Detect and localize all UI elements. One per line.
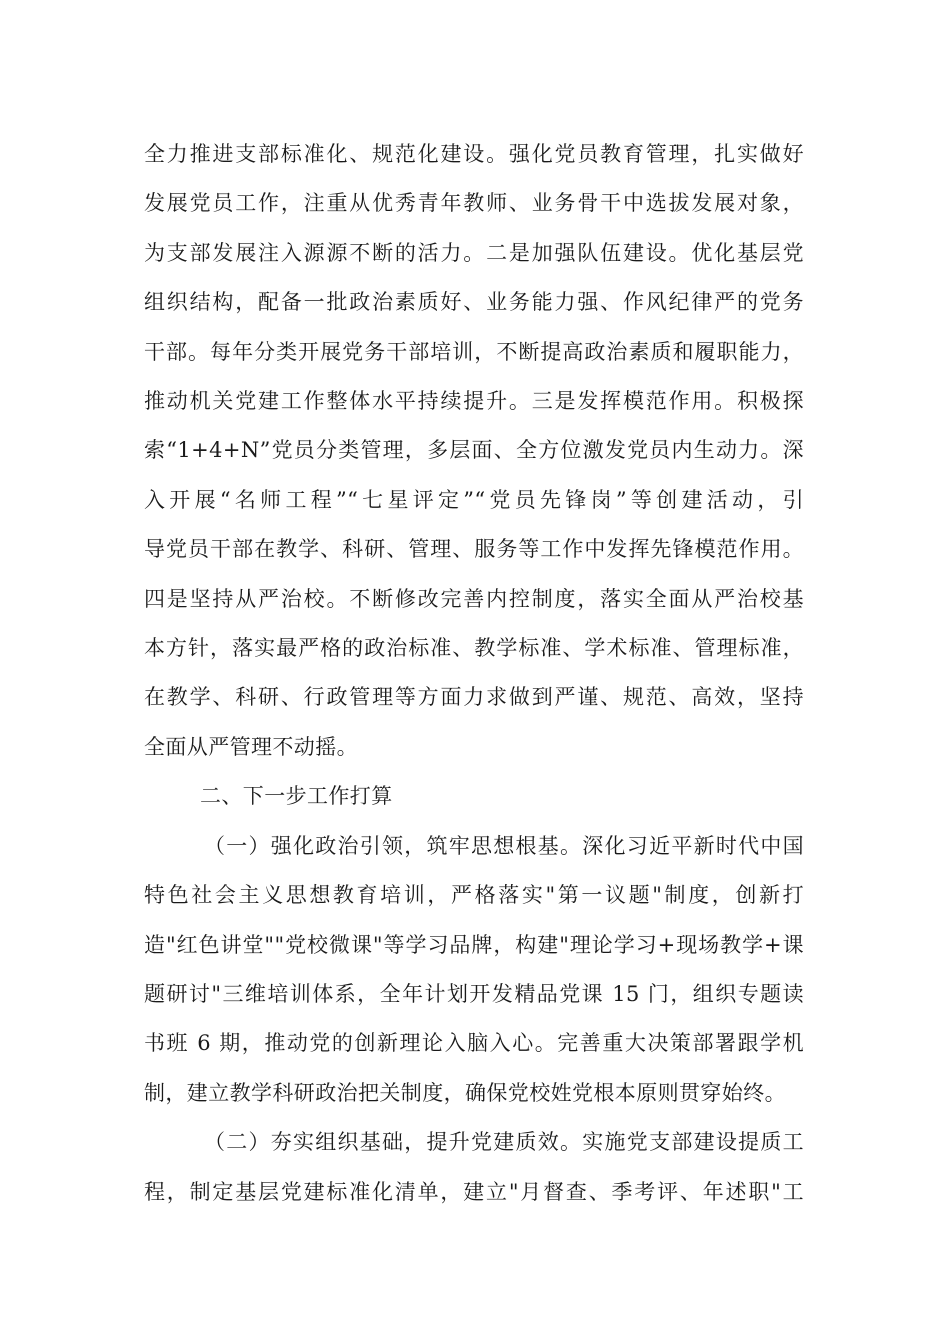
text-line: 干部。每年分类开展党务干部培训，不断提高政治素质和履职能力，: [144, 339, 804, 364]
text-line: 制，建立教学科研政治把关制度，确保党校姓党根本原则贯穿始终。: [144, 1080, 786, 1105]
section-heading-next-steps: 二、下一步工作打算: [200, 784, 393, 809]
text-line: 组织结构，配备一批政治素质好、业务能力强、作风纪律严的党务: [144, 290, 804, 315]
text-line: 全面从严管理不动摇。: [144, 734, 358, 759]
text-line: （二）夯实组织基础，提升党建质效。实施党支部建设提质工: [204, 1130, 804, 1155]
paragraph-party-building-summary: [144, 130, 804, 772]
text-line: 书班 6 期，推动党的创新理论入脑入心。完善重大决策部署跟学机: [144, 1031, 804, 1056]
text-line: 推动机关党建工作整体水平持续提升。三是发挥模范作用。积极探: [144, 389, 804, 414]
text-line: 导党员干部在教学、科研、管理、服务等工作中发挥先锋模范作用。: [144, 537, 804, 562]
document-page: [144, 130, 804, 1217]
text-line: 全力推进支部标准化、规范化建设。强化党员教育管理，扎实做好: [144, 142, 804, 166]
text-line: 造"红色讲堂""党校微课"等学习品牌，构建"理论学习+现场教学+课: [144, 932, 804, 957]
text-line: （一）强化政治引领，筑牢思想根基。深化习近平新时代中国: [204, 833, 804, 858]
text-line: 索“1+4+N”党员分类管理，多层面、全方位激发党员内生动力。深: [144, 438, 804, 463]
paragraph-organization-foundation: [144, 1118, 804, 1217]
text-line: 发展党员工作，注重从优秀青年教师、业务骨干中选拔发展对象，: [144, 191, 804, 216]
text-line: 在教学、科研、行政管理等方面力求做到严谨、规范、高效，坚持: [144, 685, 804, 710]
text-line: 程，制定基层党建标准化清单，建立"月督查、季考评、年述职"工: [144, 1179, 804, 1204]
text-line: 为支部发展注入源源不断的活力。二是加强队伍建设。优化基层党: [144, 240, 804, 265]
text-line: 题研讨"三维培训体系，全年计划开发精品党课 15 门，组织专题读: [144, 981, 804, 1006]
text-line: 四是坚持从严治校。不断修改完善内控制度，落实全面从严治校基: [144, 586, 804, 611]
paragraph-political-leadership: [144, 822, 804, 1118]
text-line: 入开展“名师工程”“七星评定”“党员先锋岗”等创建活动，引: [144, 487, 804, 512]
text-line: 本方针，落实最严格的政治标准、教学标准、学术标准、管理标准，: [144, 636, 804, 661]
text-line: 特色社会主义思想教育培训，严格落实"第一议题"制度，创新打: [144, 883, 804, 908]
